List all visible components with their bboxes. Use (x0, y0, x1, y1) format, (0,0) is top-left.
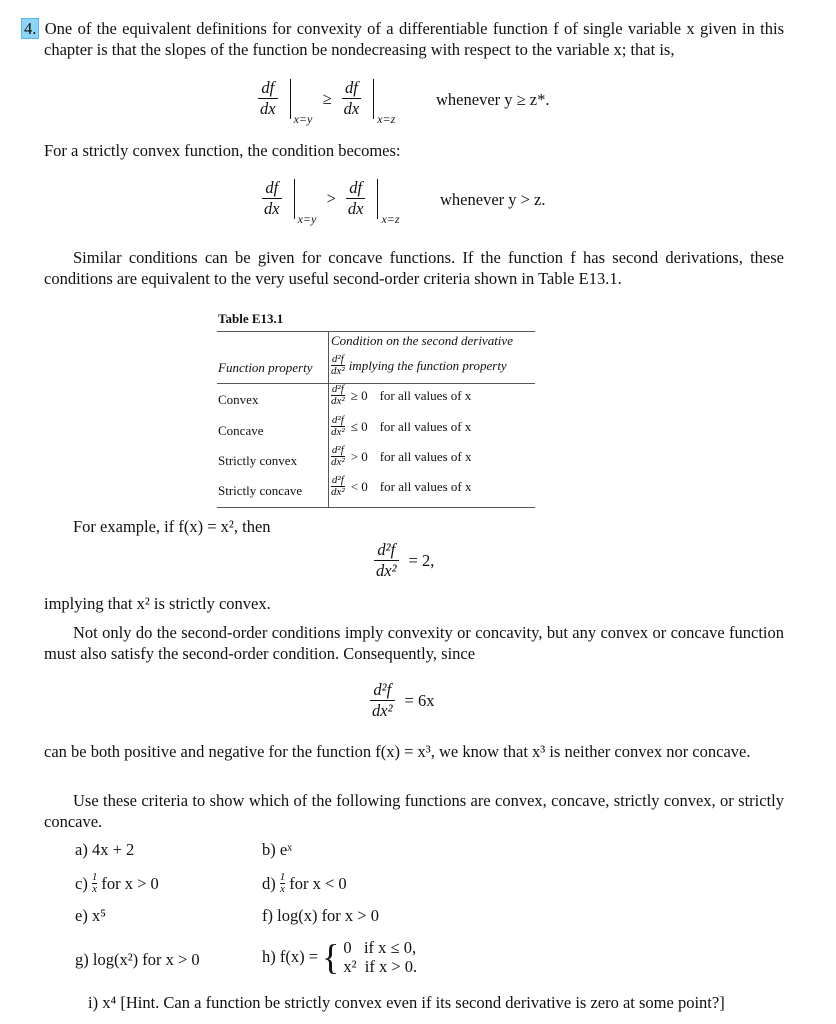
exercise-c: c) $\frac{1}{x}$ for x > 0 (75, 871, 159, 895)
table-header-col2-line2: $\frac{\text{d²f}}{\text{dx²}}$ implying the function property (331, 353, 507, 377)
problem-intro (24, 18, 785, 60)
example-text: For example, if f(x) = x², then (73, 517, 271, 536)
equation-condition-1: whenever y ≥ z*. (436, 90, 550, 109)
table-caption: Table E13.1 (218, 311, 284, 326)
equation-example: $\frac{\text{d²f}}{\text{dx²}}$ = 2, (376, 540, 435, 580)
strict-intro: For a strictly convex function, the condition becomes: (44, 141, 401, 160)
table-header-col1: Function property (218, 360, 313, 375)
table-header-col2-line1: Condition on the second derivative (331, 333, 513, 348)
not-only-paragraph: Not only do the second-order conditions imply convexity or concavity, but any convex or concave function must also satisfy the second-order condition. Consequently, since (44, 623, 784, 663)
equation-cubic: $\frac{\text{d²f}}{\text{dx²}}$ = 6x (372, 680, 435, 720)
similar-paragraph: Similar conditions can be given for concave functions. If the function f has second derivations, these conditions are equivalent to the very useful second-order criteria shown in Table E13.1. (44, 248, 784, 288)
both-paragraph: can be both positive and negative for the function f(x) = x³, we know that x³ is neither convex nor concave. (44, 742, 751, 761)
use-paragraph: Use these criteria to show which of the following functions are convex, concave, strictly convex, or strictly concave. (44, 791, 784, 831)
exercise-b: b) eˣ (262, 840, 292, 859)
equation-convex: $\frac{df}{dx}$ x=y ≥ $\frac{df}{dx}$ x=z (260, 78, 396, 126)
table-bottom-rule (217, 507, 535, 508)
exercise-h: h) f(x) = { 0 if x ≤ 0, x² if x > 0. (262, 937, 418, 977)
equation-strictly-convex: $\frac{df}{dx}$ x=y > $\frac{df}{dx}$ x=z (264, 178, 400, 226)
brace-icon: { (322, 937, 340, 977)
exercise-e: e) x⁵ (75, 906, 106, 925)
exercise-f: f) log(x) for x > 0 (262, 906, 379, 925)
equation-condition-2: whenever y > z. (440, 190, 546, 209)
implying-text: implying that x² is strictly convex. (44, 594, 271, 613)
problem-number: 4. (21, 18, 39, 39)
exercise-i: i) x⁴ [Hint. Can a function be strictly convex even if its second derivative is zero at some point?] (88, 993, 725, 1012)
table-column-divider (328, 331, 329, 507)
exercise-d: d) $\frac{1}{x}$ for x < 0 (262, 871, 347, 895)
exercise-a: a) 4x + 2 (75, 840, 135, 859)
exercise-g: g) log(x²) for x > 0 (75, 950, 200, 969)
table-top-rule (217, 331, 535, 332)
intro-text: One of the equivalent definitions for convexity of a differentiable function f of single variable x given in this chapter is that the slopes of the function be nondecreasing with respect to the variable x; that is, (44, 19, 785, 59)
